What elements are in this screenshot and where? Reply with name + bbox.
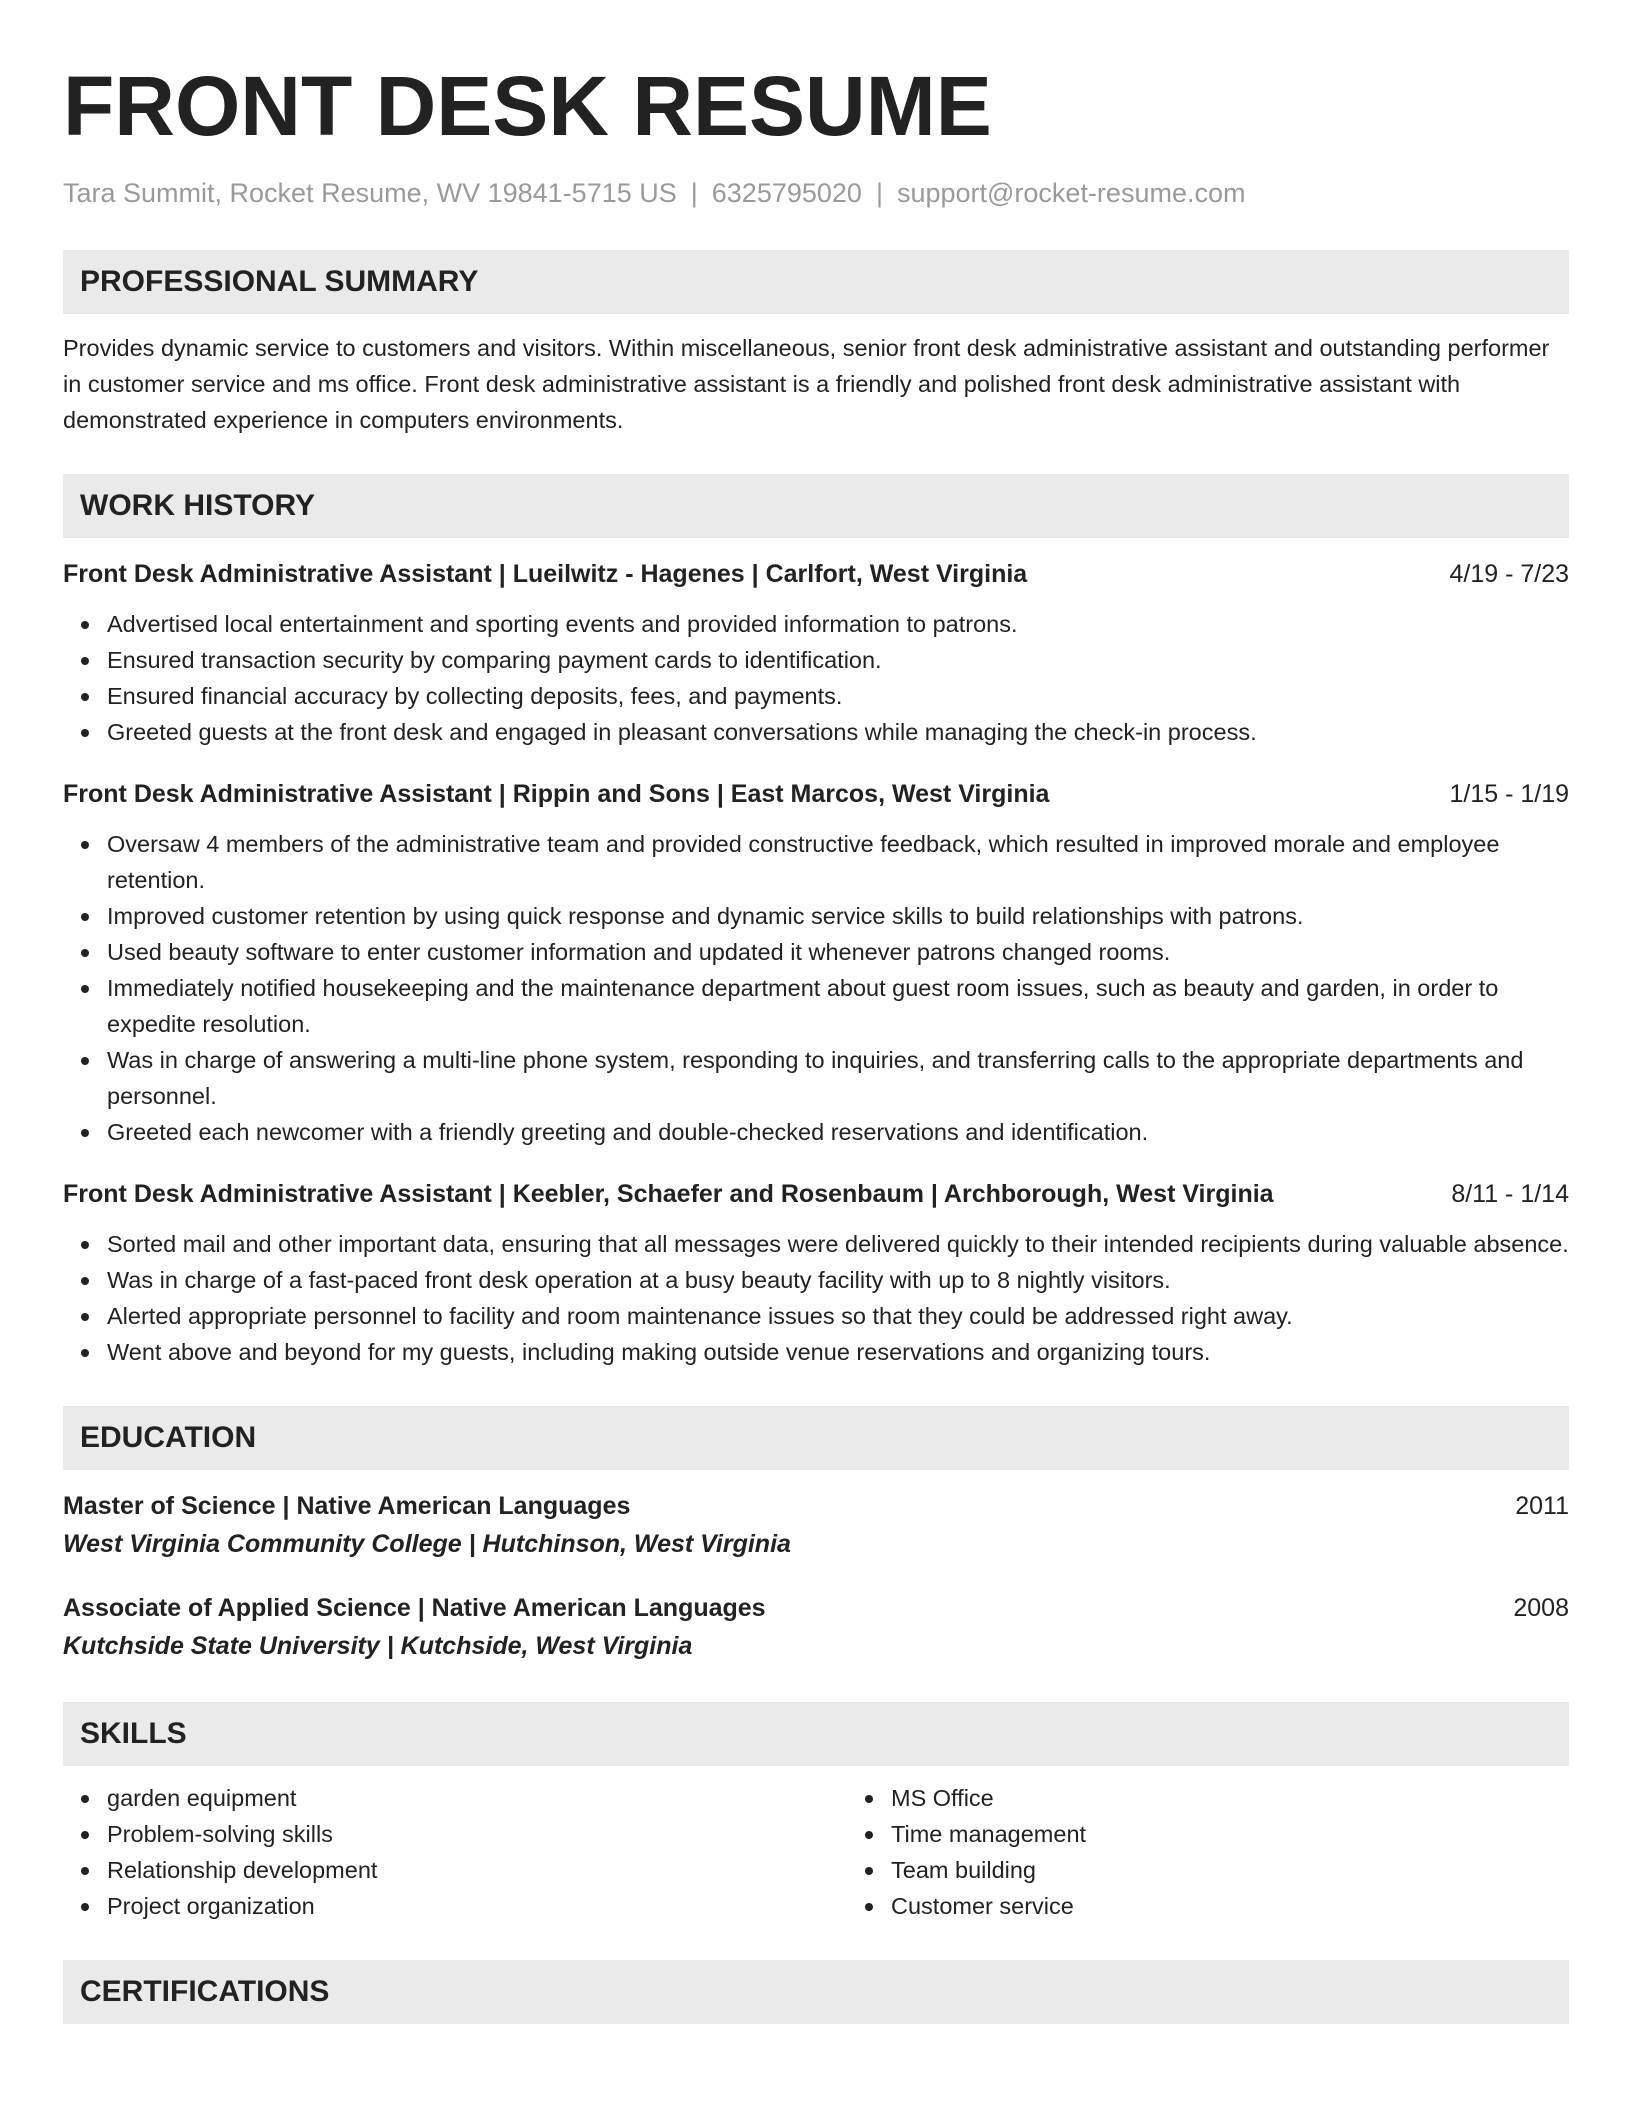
job-bullet: Greeted guests at the front desk and engaged in pleasant conversations while managing the check-in process.	[107, 714, 1569, 750]
job-bullet: Sorted mail and other important data, ensuring that all messages were delivered quickly to their intended recipients during valuable absence.	[107, 1226, 1569, 1262]
skill-item: Team building	[891, 1852, 1451, 1888]
job-bullet: Ensured financial accuracy by collecting deposits, fees, and payments.	[107, 678, 1569, 714]
section-header-work-history: WORK HISTORY	[63, 474, 1569, 538]
resume-title: FRONT DESK RESUME	[63, 59, 992, 153]
education-entry	[63, 1590, 1569, 1666]
job-dates: 8/11 - 1/14	[1451, 1180, 1569, 1208]
job-bullet: Went above and beyond for my guests, including making outside venue reservations and organizing tours.	[107, 1334, 1569, 1370]
skills-column-left	[63, 1780, 847, 1924]
job-header	[63, 776, 1569, 812]
education-school: Kutchside State University | Kutchside, West Virginia	[63, 1632, 693, 1660]
job-header	[63, 556, 1569, 592]
job-bullets	[63, 1226, 1569, 1370]
job-bullet: Alerted appropriate personnel to facility and room maintenance issues so that they could be addressed right away.	[107, 1298, 1569, 1334]
job-header	[63, 1176, 1569, 1212]
education-degree: Associate of Applied Science | Native American Languages	[63, 1594, 766, 1622]
contact-email: support@rocket-resume.com	[896, 178, 1246, 208]
skills-column-right	[847, 1780, 1451, 1924]
job-dates: 1/15 - 1/19	[1449, 780, 1569, 808]
skill-item: Project organization	[107, 1888, 847, 1924]
job-bullets	[63, 826, 1569, 1150]
skill-item: MS Office	[891, 1780, 1451, 1816]
skill-item: Time management	[891, 1816, 1451, 1852]
job-title: Front Desk Administrative Assistant | Rippin and Sons | East Marcos, West Virginia	[63, 780, 1050, 808]
skill-item: Problem-solving skills	[107, 1816, 847, 1852]
job-bullet: Advertised local entertainment and sporting events and provided information to patrons.	[107, 606, 1569, 642]
job-bullets	[63, 606, 1569, 750]
job-bullet: Oversaw 4 members of the administrative team and provided constructive feedback, which resulted in improved morale and employee retention.	[107, 826, 1569, 898]
job-bullet: Immediately notified housekeeping and the maintenance department about guest room issues, such as beauty and garden, in order to expedite resolution.	[107, 970, 1569, 1042]
education-entry	[63, 1488, 1569, 1564]
skill-item: Relationship development	[107, 1852, 847, 1888]
education-year: 2008	[1513, 1594, 1569, 1622]
education-school: West Virginia Community College | Hutchinson, West Virginia	[63, 1530, 791, 1558]
summary-text: Provides dynamic service to customers and visitors. Within miscellaneous, senior front desk administrative assistant and outstanding performer in customer service and ms office. Front desk administrative assistant is a friendly and polished front desk administrative assistant with demonstrated experience in computers environments.	[63, 335, 1550, 433]
education-header	[63, 1590, 1569, 1626]
contact-phone: 6325795020	[711, 178, 862, 208]
contact-separator: |	[875, 178, 883, 208]
skill-item: Customer service	[891, 1888, 1451, 1924]
education-year: 2011	[1515, 1492, 1569, 1520]
contact-address: Tara Summit, Rocket Resume, WV 19841-5715 US	[63, 178, 677, 208]
job-entry	[63, 776, 1569, 1150]
job-dates: 4/19 - 7/23	[1449, 560, 1569, 588]
job-bullet: Greeted each newcomer with a friendly greeting and double-checked reservations and identification.	[107, 1114, 1569, 1150]
section-header-certifications: CERTIFICATIONS	[63, 1960, 1569, 2024]
section-header-education: EDUCATION	[63, 1406, 1569, 1470]
education-degree: Master of Science | Native American Languages	[63, 1492, 631, 1520]
job-bullet: Improved customer retention by using quick response and dynamic service skills to build relationships with patrons.	[107, 898, 1569, 934]
job-entry	[63, 556, 1569, 750]
skill-item: garden equipment	[107, 1780, 847, 1816]
job-title: Front Desk Administrative Assistant | Lueilwitz - Hagenes | Carlfort, West Virginia	[63, 560, 1028, 588]
job-bullet: Was in charge of answering a multi-line phone system, responding to inquiries, and transferring calls to the appropriate departments and personnel.	[107, 1042, 1569, 1114]
section-header-summary: PROFESSIONAL SUMMARY	[63, 250, 1569, 314]
section-header-skills: SKILLS	[63, 1702, 1569, 1766]
job-entry	[63, 1176, 1569, 1370]
contact-separator: |	[690, 178, 698, 208]
skills-list	[63, 1780, 1569, 1924]
job-bullet: Ensured transaction security by comparing payment cards to identification.	[107, 642, 1569, 678]
job-bullet: Was in charge of a fast-paced front desk operation at a busy beauty facility with up to 8 nightly visitors.	[107, 1262, 1569, 1298]
job-title: Front Desk Administrative Assistant | Keebler, Schaefer and Rosenbaum | Archborough, West Virginia	[63, 1180, 1274, 1208]
education-header	[63, 1488, 1569, 1524]
contact-line	[63, 176, 1569, 210]
job-bullet: Used beauty software to enter customer information and updated it whenever patrons changed rooms.	[107, 934, 1569, 970]
